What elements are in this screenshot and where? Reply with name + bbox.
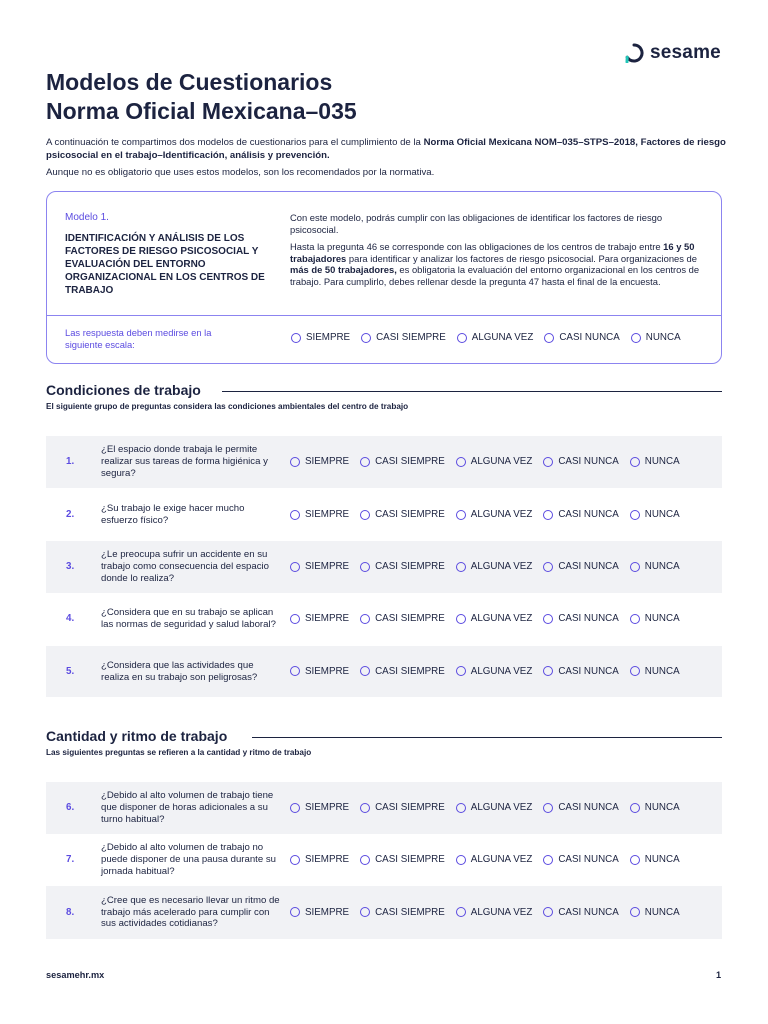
desc-bold: más de 50 trabajadores,: [290, 264, 397, 275]
option-label: CASI SIEMPRE: [375, 509, 445, 520]
answer-option[interactable]: [290, 456, 349, 467]
answer-option[interactable]: [456, 907, 533, 918]
page-title: [46, 68, 357, 126]
question-text: [101, 886, 281, 939]
section-title: Condiciones de trabajo: [46, 382, 201, 398]
question-text: [101, 490, 281, 540]
question-text-content: ¿Considera que las actividades que realiza en su trabajo son peligrosas?: [101, 659, 258, 683]
radio-icon[interactable]: [543, 562, 553, 572]
option-label: ALGUNA VEZ: [470, 613, 533, 624]
question-number: 5.: [66, 665, 75, 677]
radio-icon[interactable]: [543, 457, 553, 467]
question-row: [46, 436, 722, 488]
radio-icon[interactable]: [456, 907, 466, 917]
answer-option[interactable]: [360, 666, 445, 677]
sesame-logo: [624, 42, 721, 64]
scale-option: [291, 332, 350, 343]
option-label: NUNCA: [645, 332, 681, 343]
radio-icon: [291, 333, 301, 343]
question-row: [46, 594, 722, 644]
option-label: CASI SIEMPRE: [375, 561, 445, 572]
radio-icon[interactable]: [630, 614, 640, 624]
question-text: [101, 646, 281, 697]
intro-note: Aunque no es obligatorio que uses estos modelos, son los recomendados por la normativa.: [46, 167, 435, 178]
section-subtitle: El siguiente grupo de preguntas considera las condiciones ambientales del centro de trabajo: [46, 402, 409, 411]
model-description-2: [290, 241, 710, 287]
intro-paragraph: [46, 137, 726, 162]
answer-option[interactable]: [456, 802, 533, 813]
question-row: [46, 541, 722, 593]
option-label: SIEMPRE: [305, 561, 350, 572]
radio-icon: [631, 333, 641, 343]
answer-option[interactable]: [360, 907, 445, 918]
section-title: Cantidad y ritmo de trabajo: [46, 728, 228, 744]
answer-option[interactable]: [290, 561, 349, 572]
answer-option[interactable]: [630, 907, 680, 918]
answer-option[interactable]: [290, 509, 349, 520]
answer-option[interactable]: [456, 509, 533, 520]
section-divider: [252, 737, 722, 738]
radio-icon[interactable]: [290, 614, 300, 624]
radio-icon: [544, 333, 554, 343]
radio-icon[interactable]: [456, 510, 466, 520]
radio-icon[interactable]: [290, 457, 300, 467]
answer-option[interactable]: [630, 456, 680, 467]
answer-options: [290, 613, 691, 624]
model-label: Modelo 1.: [65, 212, 109, 223]
option-label: ALGUNA VEZ: [470, 665, 533, 677]
option-label: CASI SIEMPRE: [375, 665, 445, 677]
question-text-content: ¿Su trabajo le exige hacer mucho esfuerzo físico?: [101, 503, 245, 526]
option-label: CASI NUNCA: [559, 332, 620, 343]
option-label: CASI SIEMPRE: [375, 854, 445, 865]
page-number: 1: [716, 970, 722, 980]
radio-icon[interactable]: [456, 666, 466, 676]
option-label: CASI SIEMPRE: [375, 456, 445, 467]
radio-icon[interactable]: [456, 562, 466, 572]
footer-url: sesamehr.mx: [46, 970, 105, 980]
option-label: ALGUNA VEZ: [470, 854, 533, 865]
answer-option[interactable]: [456, 561, 533, 572]
question-text-content: ¿Debido al alto volumen de trabajo tiene que disponer de horas adicionales a su turno habitual?: [101, 790, 274, 825]
answer-options: [290, 666, 691, 677]
radio-icon[interactable]: [630, 457, 640, 467]
desc-part: es obligatoria la evaluación del entorno organizacional en los centros de trabajo. Para cumplirlo, debes rellenar desde la pregunta 47 hasta el final de la encuesta.: [290, 264, 700, 287]
option-label: SIEMPRE: [305, 854, 350, 865]
answer-option[interactable]: [630, 613, 680, 624]
option-label: CASI NUNCA: [558, 561, 619, 572]
option-label: SIEMPRE: [305, 613, 350, 624]
answer-option[interactable]: [543, 613, 618, 624]
desc-part: para identificar y analizar los factores de riesgo psicosocial. Para organizaciones de: [346, 252, 697, 264]
question-number: 3.: [66, 561, 75, 572]
radio-icon[interactable]: [543, 803, 553, 813]
radio-icon[interactable]: [290, 855, 300, 865]
option-label: NUNCA: [644, 613, 680, 624]
answer-option[interactable]: [630, 561, 680, 572]
answer-option[interactable]: [290, 666, 349, 677]
intro-text: A continuación te compartimos dos modelos de cuestionarios para el cumplimiento de la: [46, 137, 424, 148]
desc-part: Hasta la pregunta 46 se corresponde con las obligaciones de los centros de trabajo entre: [290, 241, 664, 252]
option-label: CASI NUNCA: [558, 665, 619, 677]
option-label: ALGUNA VEZ: [470, 906, 533, 918]
answer-option[interactable]: [543, 456, 618, 467]
intro-bold: Norma Oficial Mexicana NOM–035–STPS–2018, Factores de riesgo psicosocial en el trabajo–Identificación, análisis y prevención.: [46, 137, 726, 161]
answer-option[interactable]: [630, 802, 680, 813]
option-label: CASI NUNCA: [558, 613, 619, 624]
question-text: [101, 594, 281, 644]
model-description-1: Con este modelo, podrás cumplir con las obligaciones de identificar los factores de riesgo psicosocial.: [290, 212, 663, 235]
question-text-content: ¿El espacio donde trabaja le permite realizar sus tareas de forma higiénica y segura?: [101, 444, 268, 479]
answer-options: [290, 456, 691, 467]
radio-icon[interactable]: [543, 510, 553, 520]
option-label: ALGUNA VEZ: [470, 561, 533, 572]
answer-option[interactable]: [456, 613, 533, 624]
answer-option[interactable]: [360, 802, 445, 813]
question-text-content: ¿Cree que es necesario llevar un ritmo de trabajo más acelerado para cumplir con sus actividades cotidianas?: [101, 894, 280, 930]
scale-options: [291, 332, 692, 343]
radio-icon[interactable]: [290, 666, 300, 676]
radio-icon[interactable]: [360, 907, 370, 917]
answer-options: [290, 802, 691, 813]
answer-option[interactable]: [630, 509, 680, 520]
question-text: [101, 436, 281, 488]
section-divider: [222, 391, 722, 392]
radio-icon[interactable]: [630, 562, 640, 572]
radio-icon[interactable]: [543, 907, 553, 917]
radio-icon[interactable]: [360, 614, 370, 624]
radio-icon[interactable]: [456, 457, 466, 467]
question-number: 6.: [66, 802, 75, 813]
option-label: NUNCA: [644, 665, 680, 677]
radio-icon[interactable]: [543, 855, 553, 865]
radio-icon[interactable]: [290, 510, 300, 520]
answer-option[interactable]: [630, 666, 680, 677]
answer-option[interactable]: [290, 802, 349, 813]
scale-option: [544, 332, 619, 343]
radio-icon[interactable]: [630, 855, 640, 865]
option-label: ALGUNA VEZ: [470, 802, 533, 813]
question-row: [46, 490, 722, 540]
title-line-2: Norma Oficial Mexicana–035: [46, 98, 357, 124]
answer-option[interactable]: [456, 854, 533, 865]
option-label: ALGUNA VEZ: [470, 509, 533, 520]
question-row: [46, 886, 722, 939]
question-number: 2.: [66, 509, 75, 520]
model-heading: IDENTIFICACIÓN Y ANÁLISIS DE LOS FACTORES DE RIESGO PSICOSOCIAL Y EVALUACIÓN DEL ENTORNO ORGANIZACIONAL EN LOS CENTROS DE TRABAJO: [65, 233, 265, 296]
scale-label: Las respuesta deben medirse en la siguiente escala:: [65, 327, 212, 350]
desc-bold: 16 y 50 trabajadores: [290, 241, 695, 264]
answer-option[interactable]: [360, 456, 445, 467]
scale-option: [361, 332, 446, 343]
radio-icon[interactable]: [543, 614, 553, 624]
brand-name: sesame: [650, 42, 721, 63]
radio-icon[interactable]: [456, 855, 466, 865]
option-label: ALGUNA VEZ: [470, 456, 533, 467]
question-text: [101, 782, 281, 834]
option-label: CASI SIEMPRE: [375, 906, 445, 918]
answer-option[interactable]: [543, 854, 618, 865]
answer-option[interactable]: [543, 561, 618, 572]
answer-option[interactable]: [630, 854, 680, 865]
option-label: NUNCA: [644, 854, 680, 865]
question-text-content: ¿Le preocupa sufrir un accidente en su trabajo como consecuencia del espacio donde lo realiza?: [101, 549, 269, 584]
option-label: CASI SIEMPRE: [375, 802, 445, 813]
option-label: CASI NUNCA: [558, 854, 619, 865]
radio-icon[interactable]: [543, 666, 553, 676]
radio-icon[interactable]: [630, 907, 640, 917]
question-number: 1.: [66, 456, 75, 467]
answer-option[interactable]: [543, 907, 618, 918]
option-label: CASI SIEMPRE: [376, 332, 446, 343]
answer-option[interactable]: [543, 509, 618, 520]
question-text-content: ¿Debido al alto volumen de trabajo no puede disponer de una pausa durante su jornada habitual?: [101, 842, 276, 877]
section-subtitle: Las siguientes preguntas se refieren a la cantidad y ritmo de trabajo: [46, 748, 312, 757]
option-label: CASI NUNCA: [558, 802, 619, 813]
option-label: CASI NUNCA: [558, 906, 619, 918]
radio-icon[interactable]: [456, 803, 466, 813]
radio-icon[interactable]: [290, 562, 300, 572]
radio-icon[interactable]: [630, 510, 640, 520]
answer-option[interactable]: [290, 613, 349, 624]
question-number: 8.: [66, 906, 75, 918]
sesame-logo-icon: [624, 43, 644, 63]
option-label: SIEMPRE: [305, 665, 350, 677]
question-text: [101, 835, 281, 885]
option-label: SIEMPRE: [305, 802, 350, 813]
radio-icon[interactable]: [290, 907, 300, 917]
question-row: [46, 835, 722, 885]
answer-options: [290, 854, 691, 865]
option-label: SIEMPRE: [306, 332, 351, 343]
option-label: SIEMPRE: [305, 456, 350, 467]
option-label: CASI NUNCA: [558, 456, 619, 467]
answer-option[interactable]: [360, 854, 445, 865]
question-text-content: ¿Considera que en su trabajo se aplican las normas de seguridad y salud laboral?: [101, 607, 276, 630]
radio-icon: [361, 333, 371, 343]
radio-icon[interactable]: [360, 562, 370, 572]
radio-icon[interactable]: [290, 803, 300, 813]
answer-options: [290, 509, 691, 520]
answer-options: [290, 907, 691, 918]
answer-option[interactable]: [290, 854, 349, 865]
question-row: [46, 646, 722, 697]
question-number: 7.: [66, 854, 75, 865]
radio-icon[interactable]: [360, 510, 370, 520]
radio-icon[interactable]: [456, 614, 466, 624]
answer-option[interactable]: [543, 802, 618, 813]
scale-option: [457, 332, 534, 343]
model-box: [46, 191, 722, 364]
answer-option[interactable]: [290, 907, 349, 918]
question-text: [101, 541, 281, 593]
answer-option[interactable]: [360, 613, 445, 624]
radio-icon[interactable]: [360, 855, 370, 865]
option-label: ALGUNA VEZ: [471, 332, 534, 343]
answer-options: [290, 561, 691, 572]
option-label: SIEMPRE: [305, 509, 350, 520]
option-label: SIEMPRE: [305, 906, 350, 918]
option-label: NUNCA: [644, 509, 680, 520]
option-label: CASI SIEMPRE: [375, 613, 445, 624]
divider: [47, 315, 721, 316]
option-label: CASI NUNCA: [558, 509, 619, 520]
question-row: [46, 782, 722, 834]
radio-icon[interactable]: [360, 457, 370, 467]
radio-icon[interactable]: [360, 803, 370, 813]
radio-icon: [457, 333, 467, 343]
option-label: NUNCA: [644, 906, 680, 918]
option-label: NUNCA: [644, 561, 680, 572]
answer-option[interactable]: [543, 666, 618, 677]
title-line-1: Modelos de Cuestionarios: [46, 69, 333, 95]
scale-option: [631, 332, 681, 343]
radio-icon[interactable]: [360, 666, 370, 676]
radio-icon[interactable]: [630, 803, 640, 813]
option-label: NUNCA: [644, 456, 680, 467]
answer-option[interactable]: [360, 561, 445, 572]
question-number: 4.: [66, 613, 75, 624]
radio-icon[interactable]: [630, 666, 640, 676]
answer-option[interactable]: [456, 666, 533, 677]
answer-option[interactable]: [456, 456, 533, 467]
option-label: NUNCA: [644, 802, 680, 813]
answer-option[interactable]: [360, 509, 445, 520]
